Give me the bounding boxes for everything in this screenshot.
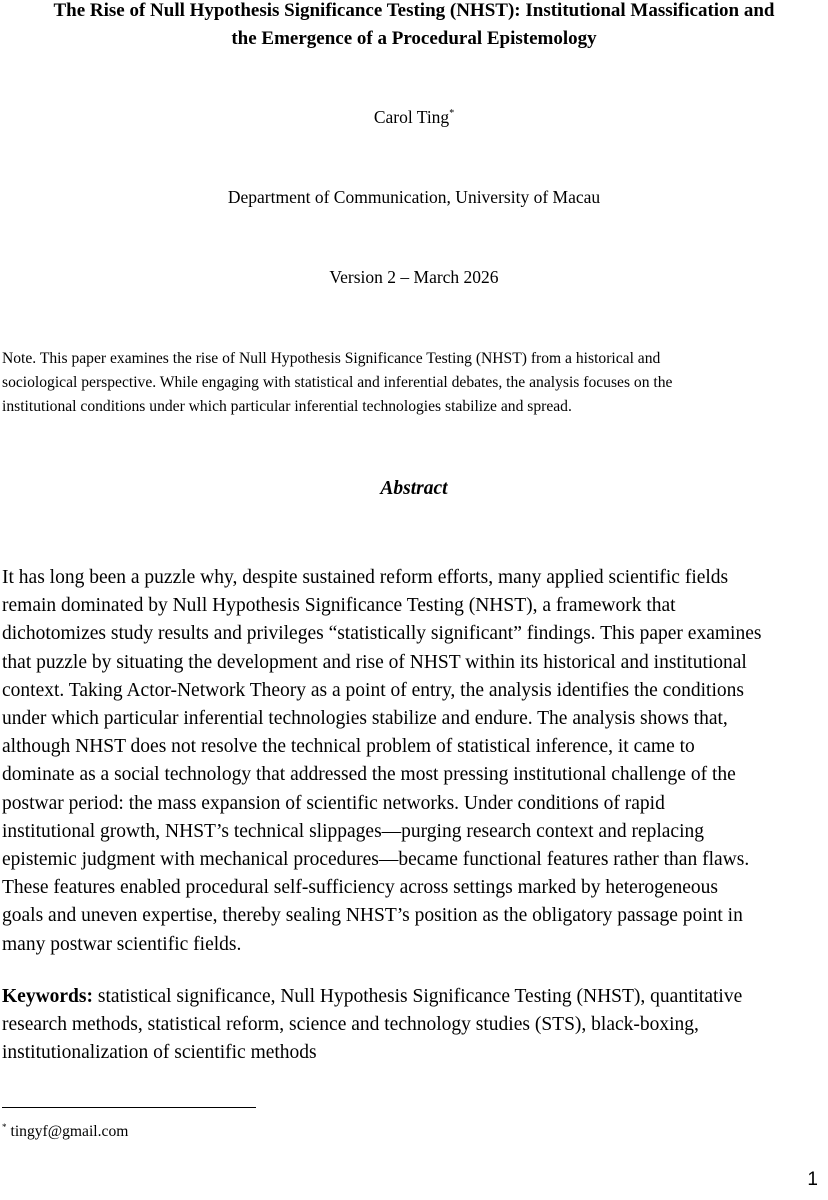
footnote-marker: * — [2, 1122, 7, 1132]
note-line-3: institutional conditions under which particular inferential technologies stabilize and spread. — [2, 398, 572, 415]
keywords-line-3: institutionalization of scientific methods — [2, 1042, 317, 1064]
keywords-line-1 — [2, 983, 828, 1011]
abstract-line-5: context. Taking Actor-Network Theory as a point of entry, the analysis identifies the conditions — [2, 679, 744, 701]
abstract-line-4: that puzzle by situating the development and rise of NHST within its historical and institutional — [2, 651, 747, 673]
footnote-email[interactable]: tingyf@gmail.com — [10, 1123, 129, 1140]
abstract-line-7: although NHST does not resolve the technical problem of statistical inference, it came to — [2, 736, 695, 758]
keywords-text-1: statistical significance, Null Hypothesis Significance Testing (NHST), quantitative — [93, 986, 743, 1007]
author-name: Carol Ting — [373, 107, 450, 127]
abstract-line-12: These features enabled procedural self-sufficiency across settings marked by heterogeneous — [2, 877, 718, 899]
abstract-line-8: dominate as a social technology that addressed the most pressing institutional challenge of the — [2, 764, 736, 786]
version-date: Version 2 – March 2026 — [329, 267, 499, 287]
abstract-line-9: postwar period: the mass expansion of scientific networks. Under conditions of rapid — [2, 792, 665, 814]
note-line-2: sociological perspective. While engaging with statistical and inferential debates, the analysis focuses on the — [2, 374, 673, 391]
abstract-line-1: It has long been a puzzle why, despite sustained reform efforts, many applied scientific fields — [2, 567, 729, 588]
abstract-heading: Abstract — [380, 478, 448, 499]
keywords-line-2: research methods, statistical reform, science and technology studies (STS), black-boxing, — [2, 1014, 699, 1036]
footnote — [2, 1122, 128, 1142]
abstract-line-3: dichotomizes study results and privileges “statistically significant” findings. This paper examines — [2, 623, 762, 645]
paper-note — [2, 347, 802, 419]
abstract-line-11: epistemic judgment with mechanical procedures—became functional features rather than flaws. — [2, 849, 750, 871]
paper-title — [0, 0, 828, 53]
paper-title-line-2: the Emergence of a Procedural Epistemology — [231, 28, 597, 49]
paper-title-line-1: The Rise of Null Hypothesis Significance Testing (NHST): Institutional Massification and — [53, 0, 775, 21]
keywords-label: Keywords: — [2, 986, 93, 1007]
abstract-line-13: goals and uneven expertise, thereby sealing NHST’s position as the obligatory passage point in — [2, 905, 743, 927]
abstract-line-2: remain dominated by Null Hypothesis Significance Testing (NHST), a framework that — [2, 595, 676, 617]
abstract-body — [2, 564, 828, 959]
author-affiliation: Department of Communication, University of Macau — [227, 187, 601, 207]
abstract-line-6: under which particular inferential technologies stabilize and endure. The analysis shows that, — [2, 708, 728, 730]
author-footnote-marker[interactable]: * — [449, 108, 455, 119]
abstract-line-14: many postwar scientific fields. — [2, 933, 242, 955]
keywords — [2, 983, 828, 1068]
footnote-separator — [2, 1107, 256, 1108]
author-line — [0, 106, 828, 128]
page-number: 1 — [807, 1169, 818, 1190]
abstract-line-10: institutional growth, NHST’s technical slippages—purging research context and replacing — [2, 820, 705, 842]
note-line-1: Note. This paper examines the rise of Null Hypothesis Significance Testing (NHST) from a historical and — [2, 350, 661, 367]
